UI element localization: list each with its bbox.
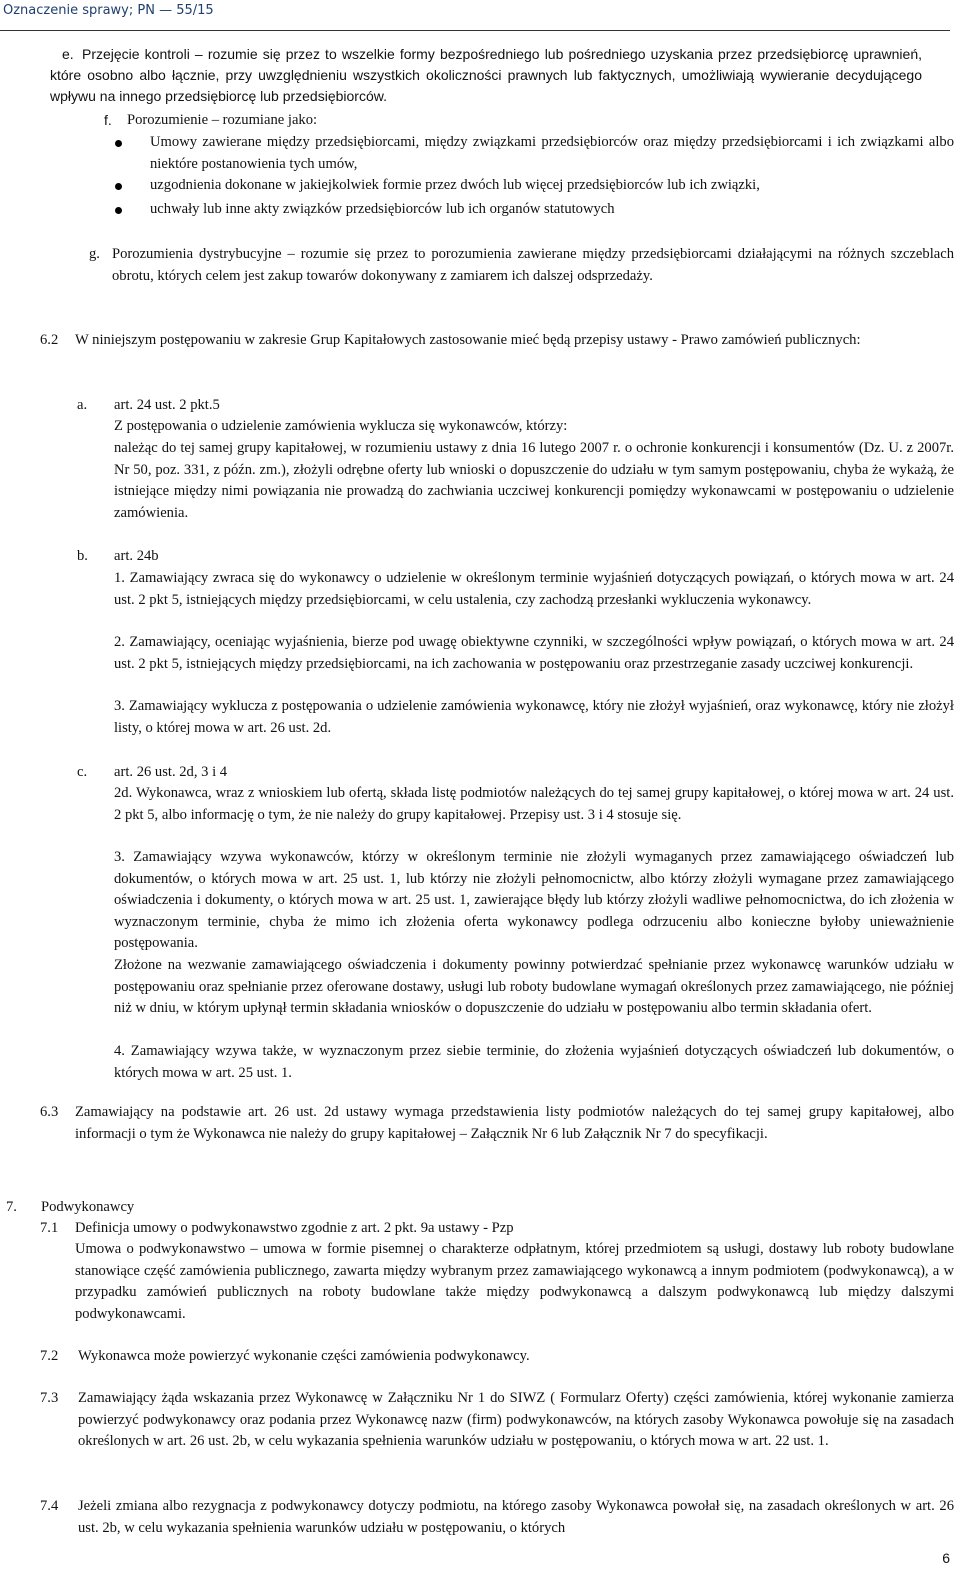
bullet-dot: [115, 207, 122, 214]
item-f-bullet-2: uzgodnienia dokonane w jakiejkolwiek formie przez dwóch lub więcej przedsiębiorców lub ich związki,: [150, 177, 760, 193]
item-f-bullet-3: uchwały lub inne akty związków przedsiębiorców lub ich organów statutowych: [150, 201, 615, 217]
section-7-4-text: Jeżeli zmiana albo rezygnacja z podwykonawcy dotyczy podmiotu, na którego zasoby Wykonawca powołał się, na zasadach określonych w art. 26 ust. 2b, w celu wykazania spełnienia warunków udziału w postępowaniu, o których: [78, 1498, 954, 1536]
section-7-2-marker: 7.2: [40, 1348, 59, 1364]
section-7-4-marker: 7.4: [40, 1498, 59, 1514]
section-7-1-text: Umowa o podwykonawstwo – umowa w formie pisemnej o charakterze odpłatnym, której przedmiotem są usługi, dostawy lub roboty budowlane stanowiące część zamówienia publicznego, zawarta między wybranym przez zamawiającego wykonawcą a innym podmiotem (podwykonawcą), a w przypadku zamówień publicznych na roboty budowlane także między podwykonawcą a dalszym podwykonawcą lub między dalszymi podwykonawcami.: [75, 1241, 954, 1322]
page-number: 6: [942, 1550, 950, 1566]
item-a-marker: a.: [77, 397, 88, 413]
section-7-3-text: Zamawiający żąda wskazania przez Wykonawcę w Załączniku Nr 1 do SIWZ ( Formularz Oferty) części zamówienia, której wykonanie zamierza powierzyć podwykonawcy oraz podania przez Wykonawcę nazw (firm) podwykonawców, na których zasoby Wykonawca powołuje się na zasadach określonych w art. 26 ust. 2b, w celu wykazania spełnienia warunków udziału w postępowaniu, o których mowa w art. 22 ust. 1.: [78, 1390, 954, 1450]
case-reference: Oznaczenie sprawy; PN — 55/15: [3, 3, 214, 18]
page-header: [0, 0, 960, 34]
item-b-para-2: 2. Zamawiający, oceniając wyjaśnienia, bierze pod uwagę obiektywne czynniki, w szczególności wpływ powiązań, o których mowa w art. 24 ust. 2 pkt 5, istniejących między przedsiębiorcami, na ich zachowania w postępowaniu oraz przestrzeganie zasady uczciwej konkurencji.: [114, 634, 954, 672]
section-7-title: Podwykonawcy: [41, 1199, 135, 1215]
item-c-title: art. 26 ust. 2d, 3 i 4: [114, 764, 228, 780]
section-7-2-text: Wykonawca może powierzyć wykonanie części zamówienia podwykonawcy.: [78, 1348, 530, 1364]
item-a-text: należąc do tej samej grupy kapitałowej, w rozumieniu ustawy z dnia 16 lutego 2007 r. o ochronie konkurencji i konsumentów (Dz. U. z 2007r. Nr 50, poz. 331, z późn. zm.), złożyli odrębne oferty lub wnioski o dopuszczenie do udziału w tym samym postępowaniu, chyba że wykażą, że istniejące między nimi powiązania nie prowadzą do zachwiania uczciwej konkurencji pomiędzy wykonawcami w postępowaniu o udzielenie zamówienia.: [114, 440, 954, 521]
bullet-dot: [115, 183, 122, 190]
section-7-1-marker: 7.1: [40, 1220, 59, 1236]
item-b-para-1: 1. Zamawiający zwraca się do wykonawcy o udzielenie w określonym terminie wyjaśnień dotyczących powiązań, o których mowa w art. 24 ust. 2 pkt 5, istniejących między przedsiębiorcami, w celu ustalenia, czy zachodzą przesłanki wykluczenia wykonawcy.: [114, 570, 954, 608]
item-a-title: art. 24 ust. 2 pkt.5: [114, 397, 220, 413]
item-f-bullet-1: Umowy zawierane między przedsiębiorcami, między związkami przedsiębiorców oraz między przedsiębiorcami i ich związkami albo niektóre postanowienia tych umów,: [150, 134, 954, 172]
item-b-marker: b.: [77, 548, 88, 564]
item-a-line-1: Z postępowania o udzielenie zamówienia wyklucza się wykonawców, którzy:: [114, 418, 568, 434]
item-c-para-4: 4. Zamawiający wzywa także, w wyznaczonym przez siebie terminie, do złożenia wyjaśnień dotyczących oświadczeń lub dokumentów, o których mowa w art. 25 ust. 1.: [114, 1043, 954, 1081]
item-c-para-2d: 2d. Wykonawca, wraz z wnioskiem lub ofertą, składa listę podmiotów należących do tej samej grupy kapitałowej, o której mowa w art. 24 ust. 2 pkt 5, albo informację o tym, że nie należy do grupy kapitałowej. Przepisy ust. 3 i 4 stosuje się.: [114, 785, 954, 823]
item-f-intro: Porozumienie – rozumiane jako:: [127, 112, 318, 128]
section-6-2-text: W niniejszym postępowaniu w zakresie Grup Kapitałowych zastosowanie mieć będą przepisy ustawy - Prawo zamówień publicznych:: [75, 332, 861, 348]
section-7-3-marker: 7.3: [40, 1390, 59, 1406]
section-7-marker: 7.: [6, 1199, 17, 1215]
item-e-text: Przejęcie kontroli – rozumie się przez to wszelkie formy bezpośredniego lub pośredniego uzyskania przez przedsiębiorcę uprawnień, które osobno albo łącznie, przy uwzględnieniu wszystkich okoliczności prawnych lub faktycznych, umożliwiają wywieranie decydującego wpływu na innego przedsiębiorcę lub przedsiębiorców.: [50, 46, 922, 104]
item-f-marker: f.: [104, 112, 112, 128]
bullet-dot: [115, 140, 122, 147]
section-6-3-marker: 6.3: [40, 1104, 59, 1120]
section-6-2-marker: 6.2: [40, 332, 59, 348]
item-g-marker: g.: [89, 246, 100, 262]
section-7-1-title: Definicja umowy o podwykonawstwo zgodnie z art. 2 pkt. 9a ustawy - Pzp: [75, 1220, 514, 1236]
item-c-marker: c.: [77, 764, 88, 780]
item-c-para-3: 3. Zamawiający wzywa wykonawców, którzy w określonym terminie nie złożyli wymaganych przez zamawiającego oświadczeń lub dokumentów, o których mowa w art. 25 ust. 1, lub którzy nie złożyli pełnomocnictw, albo którzy złożyli wymagane przez zamawiającego oświadczenia i dokumenty, o których mowa w art. 25 ust. 1, zawierające błędy lub którzy złożyli wadliwe pełnomocnictwa, do ich złożenia w wyznaczonym terminie, chyba że mimo ich złożenia oferta wykonawcy podlega odrzuceniu albo konieczne byłoby unieważnienie postępowania.: [114, 849, 954, 952]
item-c-para-3b: Złożone na wezwanie zamawiającego oświadczenia i dokumenty powinny potwierdzać spełnianie przez wykonawcę warunków udziału w postępowaniu oraz spełnianie przez oferowane dostawy, usługi lub roboty budowlane wymagań określonych przez zamawiającego, nie później niż w dniu, w którym upłynął termin składania wniosków o dopuszczenie do udziału w postępowaniu albo termin składania ofert.: [114, 957, 954, 1017]
item-g-text: Porozumienia dystrybucyjne – rozumie się przez to porozumienia zawierane między przedsiębiorcami działającymi na różnych szczeblach obrotu, których celem jest zakup towarów dokonywany z zamiarem ich dalszej odsprzedaży.: [112, 246, 954, 284]
section-6-3-text: Zamawiający na podstawie art. 26 ust. 2d ustawy wymaga przedstawienia listy podmiotów należących do tej samej grupy kapitałowej, albo informacji o tym że Wykonawca nie należy do grupy kapitałowej – Załącznik Nr 6 lub Załącznik Nr 7 do specyfikacji.: [75, 1104, 954, 1142]
item-b-title: art. 24b: [114, 548, 159, 564]
item-e-marker: e.: [62, 46, 74, 62]
header-divider: [0, 30, 950, 31]
item-b-para-3: 3. Zamawiający wyklucza z postępowania o udzielenie zamówienia wykonawcę, który nie złożył wyjaśnień, oraz wykonawcę, który nie złożył listy, o której mowa w art. 26 ust. 2d.: [114, 698, 954, 736]
